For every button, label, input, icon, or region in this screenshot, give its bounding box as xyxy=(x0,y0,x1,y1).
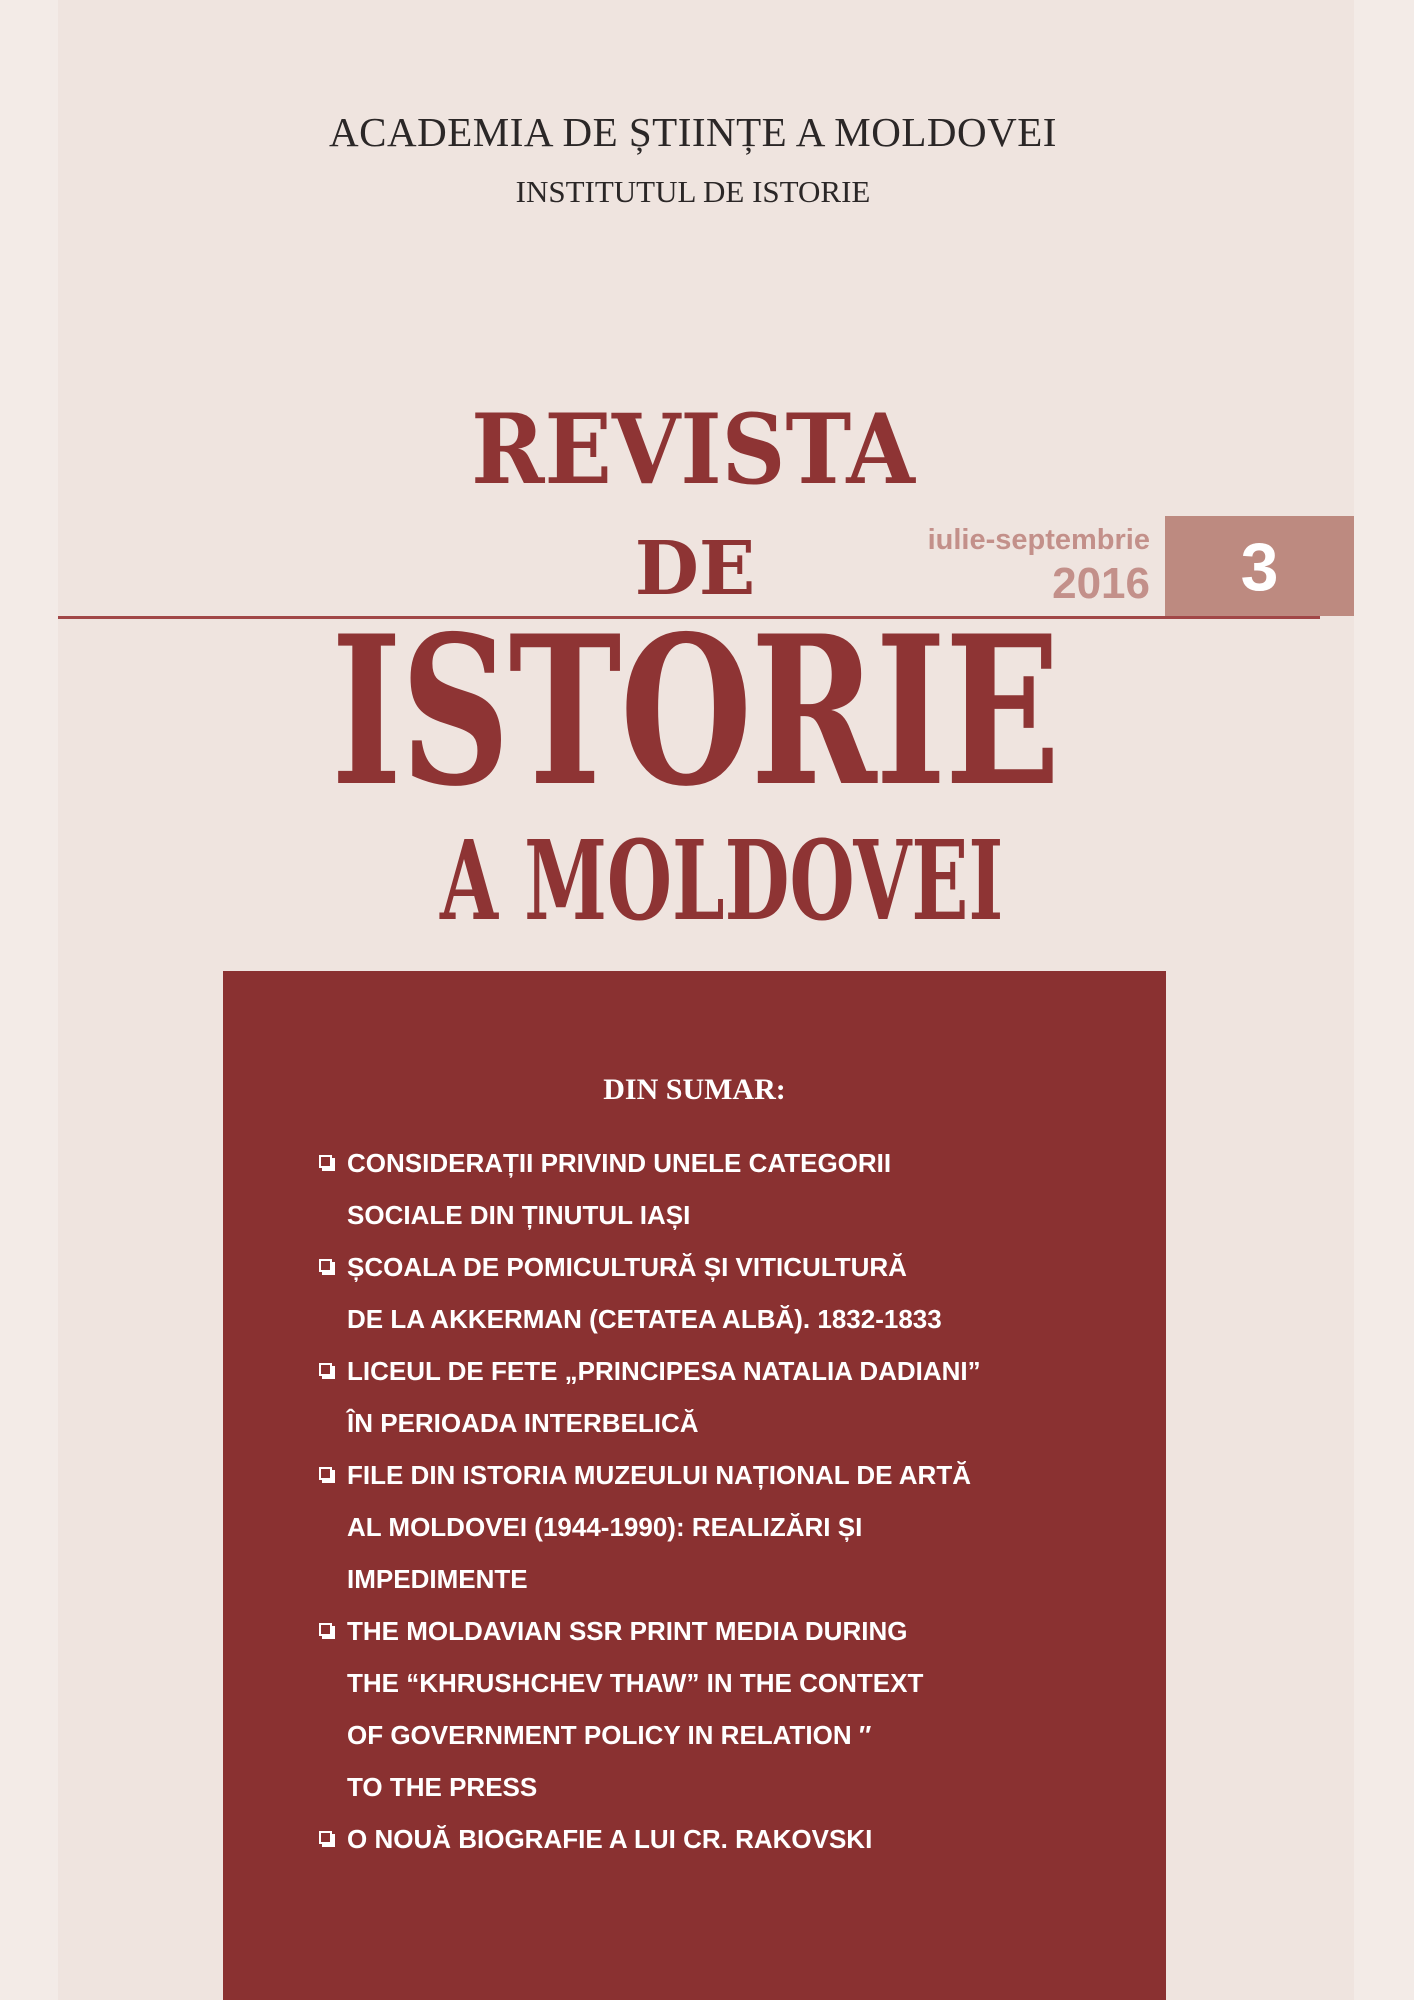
summary-item-text: CONSIDERAȚII PRIVIND UNELE CATEGORII SOCIALE DIN ȚINUTUL IAȘI xyxy=(347,1148,892,1230)
summary-item-text: THE MOLDAVIAN SSR PRINT MEDIA DURING THE “KHRUSHCHEV THAW” IN THE CONTEXT OF GOVERNMENT POLICY IN RELATION ″ TO THE PRESS xyxy=(347,1616,924,1802)
issue-number-box xyxy=(1165,516,1354,616)
issue-number: 3 xyxy=(1240,529,1279,605)
academy-name: ACADEMIA DE ȘTIINȚE A MOLDOVEI xyxy=(329,109,1057,155)
title-istorie: ISTORIE xyxy=(331,592,1059,832)
title-revista: REVISTA xyxy=(471,393,915,506)
summary-item xyxy=(317,1345,1137,1449)
checkbox-bullet-icon xyxy=(319,1467,332,1480)
right-margin-strip xyxy=(1354,0,1414,2000)
summary-item xyxy=(317,1813,1137,1865)
summary-item xyxy=(317,1137,1137,1241)
issue-period: iulie-septembrie xyxy=(927,524,1150,556)
summary-item-text: FILE DIN ISTORIA MUZEULUI NAȚIONAL DE ARTĂ AL MOLDOVEI (1944-1990): REALIZĂRI ȘI IMPEDIMENTE xyxy=(347,1460,971,1594)
issue-year: 2016 xyxy=(1052,559,1150,608)
checkbox-bullet-icon xyxy=(319,1155,332,1168)
summary-heading: DIN SUMAR: xyxy=(603,1073,786,1106)
checkbox-bullet-icon xyxy=(319,1623,332,1636)
checkbox-bullet-icon xyxy=(319,1831,332,1844)
summary-item xyxy=(317,1605,1137,1813)
title-de: DE xyxy=(634,526,756,612)
summary-item xyxy=(317,1241,1137,1345)
checkbox-bullet-icon xyxy=(319,1259,332,1272)
summary-item-text: O NOUĂ BIOGRAFIE A LUI CR. RAKOVSKI xyxy=(347,1824,873,1854)
summary-item xyxy=(317,1449,1137,1605)
summary-panel xyxy=(223,971,1166,2000)
checkbox-bullet-icon xyxy=(319,1363,332,1376)
left-margin-strip xyxy=(0,0,58,2000)
summary-list xyxy=(317,1137,1137,1865)
institute-name: INSTITUTUL DE ISTORIE xyxy=(515,174,871,209)
title-a-moldovei: A MOLDOVEI xyxy=(440,816,1004,945)
summary-item-text: LICEUL DE FETE „PRINCIPESA NATALIA DADIANI” ÎN PERIOADA INTERBELICĂ xyxy=(347,1356,981,1438)
summary-item-text: ȘCOALA DE POMICULTURĂ ȘI VITICULTURĂ DE LA AKKERMAN (CETATEA ALBĂ). 1832-1833 xyxy=(347,1252,942,1334)
